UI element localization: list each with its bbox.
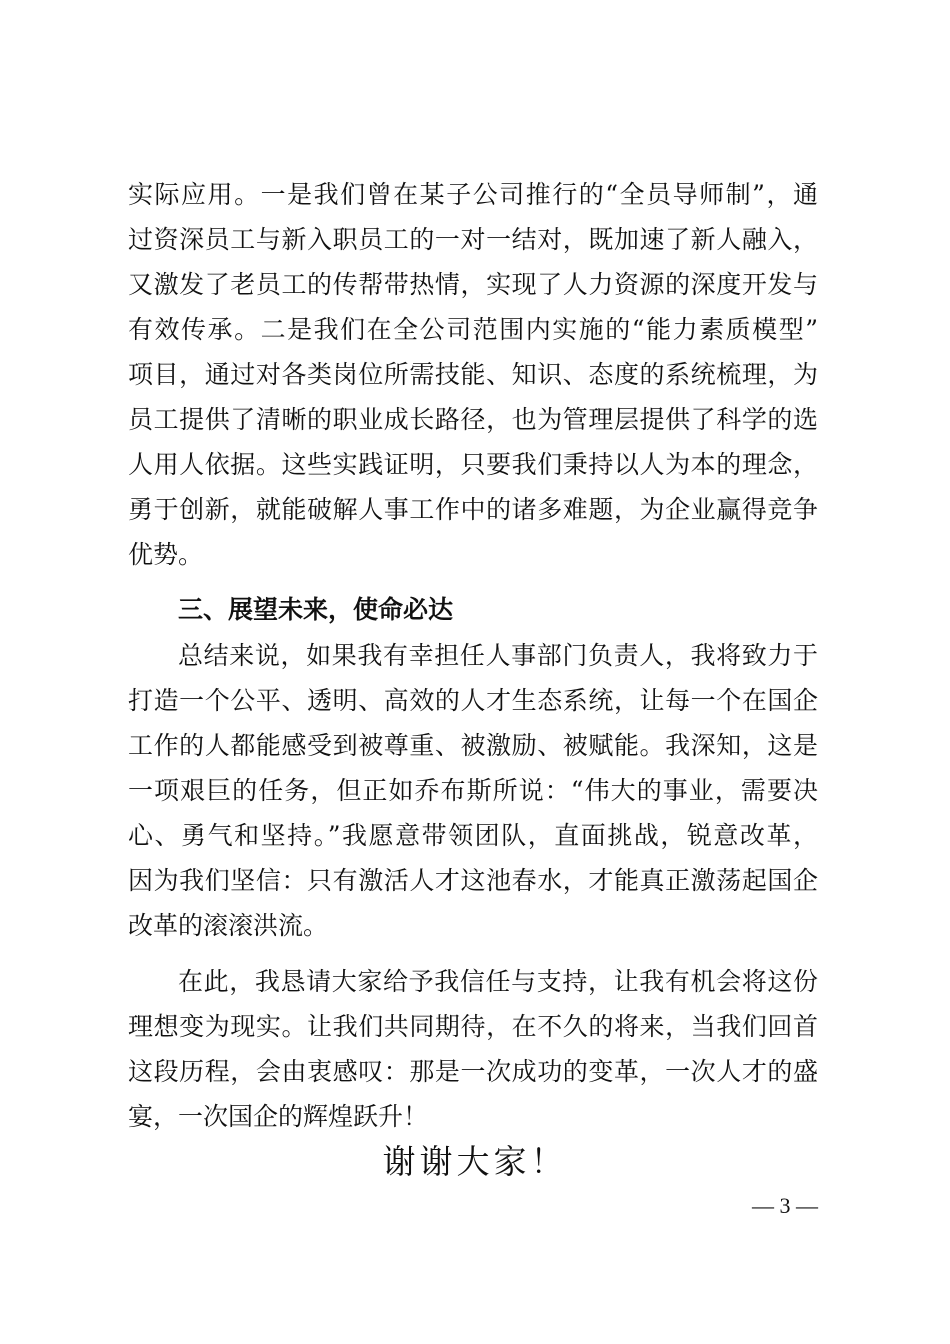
paragraph-3-line-2: 理想变为现实。让我们共同期待，在不久的将来，当我们回首 (128, 1012, 818, 1041)
paragraph-1-line-2: 过资深员工与新入职员工的一对一结对，既加速了新人融入， (128, 225, 818, 254)
paragraph-2-line-5: 心、勇气和坚持。”我愿意带领团队，直面挑战，锐意改革， (128, 821, 818, 850)
paragraph-2-line-2: 打造一个公平、透明、高效的人才生态系统，让每一个在国企 (128, 686, 818, 715)
paragraph-2-line-6: 因为我们坚信：只有激活人才这池春水，才能真正激荡起国企 (128, 866, 818, 895)
paragraph-2-line-1: 总结来说，如果我有幸担任人事部门负责人，我将致力于 (178, 641, 818, 670)
closing-thanks: 谢谢大家！ (382, 1142, 568, 1181)
paragraph-3-line-1: 在此，我恳请大家给予我信任与支持，让我有机会将这份 (178, 967, 818, 996)
paragraph-2-line-7: 改革的滚滚洪流。 (128, 911, 329, 940)
paragraph-1-line-6: 员工提供了清晰的职业成长路径，也为管理层提供了科学的选 (128, 405, 818, 434)
paragraph-1-line-3: 又激发了老员工的传帮带热情，实现了人力资源的深度开发与 (128, 270, 818, 299)
paragraph-1-line-7: 人用人依据。这些实践证明，只要我们秉持以人为本的理念， (128, 450, 818, 479)
paragraph-3-line-3: 这段历程，会由衷感叹：那是一次成功的变革，一次人才的盛 (128, 1057, 818, 1086)
paragraph-1-line-8: 勇于创新，就能破解人事工作中的诸多难题，为企业赢得竞争 (128, 495, 818, 524)
paragraph-2-line-4: 一项艰巨的任务，但正如乔布斯所说：“伟大的事业，需要决 (128, 776, 818, 805)
paragraph-2-line-3: 工作的人都能感受到被尊重、被激励、被赋能。我深知，这是 (128, 731, 818, 760)
paragraph-3-line-4: 宴，一次国企的辉煌跃升！ (128, 1102, 429, 1131)
paragraph-1-line-4: 有效传承。二是我们在全公司范围内实施的“能力素质模型” (128, 315, 818, 344)
page-number: — 3 — (752, 1193, 818, 1218)
section-heading: 三、展望未来，使命必达 (178, 595, 454, 624)
paragraph-1-line-1: 实际应用。一是我们曾在某子公司推行的“全员导师制”，通 (128, 180, 818, 209)
paragraph-1-line-9: 优势。 (128, 540, 204, 569)
paragraph-1-line-5: 项目，通过对各类岗位所需技能、知识、态度的系统梳理，为 (128, 360, 818, 389)
